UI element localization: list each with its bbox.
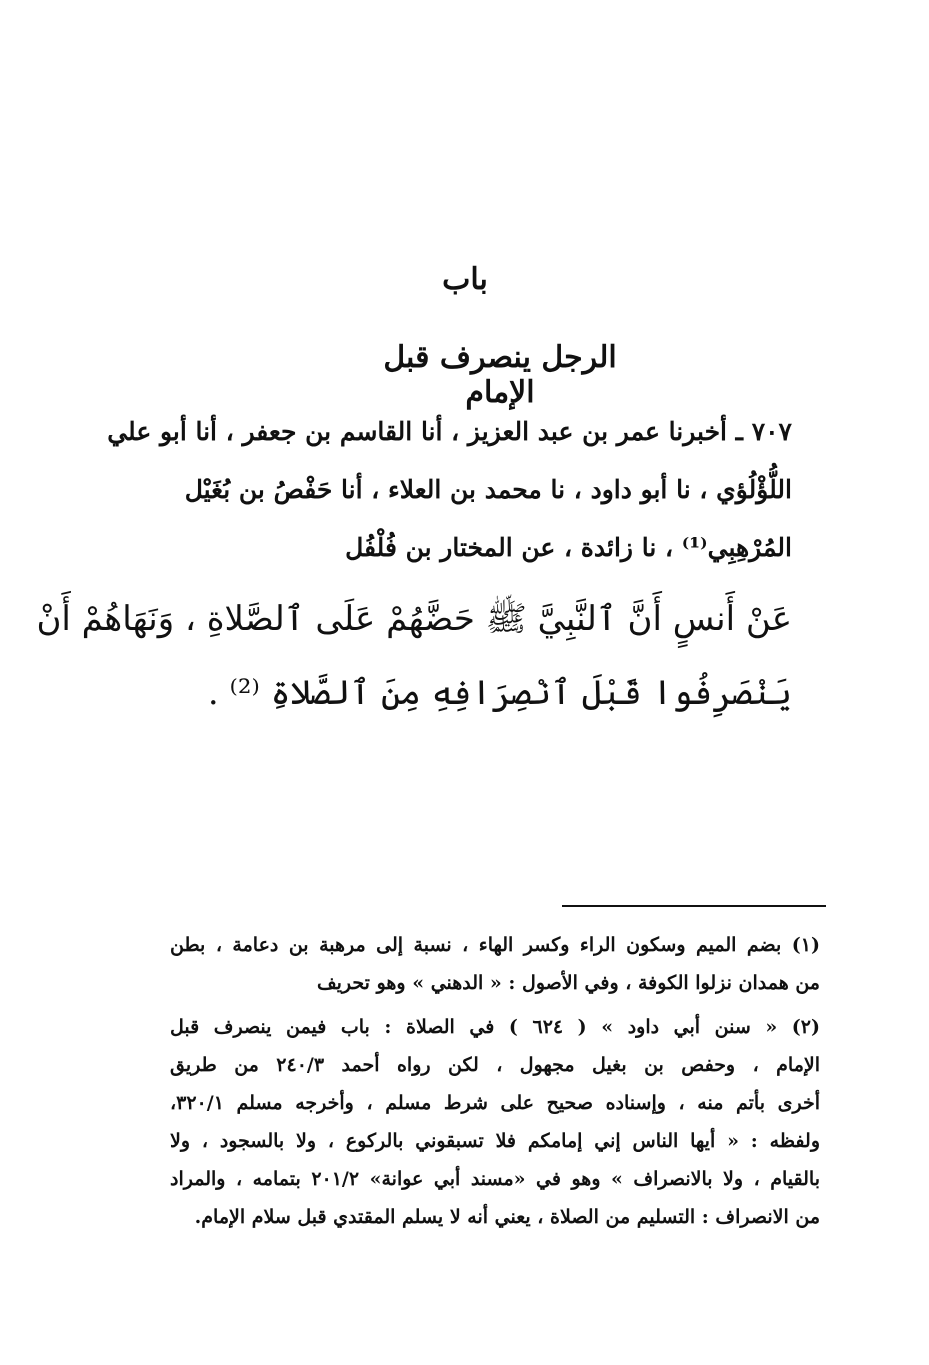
footnote-2-line-4: ولفظه : « أيها الناس إني إمامكم فلا تسبقوني بالركوع ، ولا بالسجود ، ولا [170, 1130, 820, 1152]
footnote-2-line-5: بالقيام ، ولا بالانصراف » وهو في «مسند أبي عوانة» ٢٠١/٢ بتمامه ، والمراد [170, 1168, 821, 1190]
hadith-text [36, 582, 792, 730]
footnotes [170, 926, 820, 1236]
isnad-line-3: المُرْهِبِي⁽¹⁾ ، نا زائدة ، عن المختار بن فُلْفُل [345, 533, 792, 562]
footnote-2-line-1: (٢) « سنن أبي داود » ( ٦٢٤ ) في الصلاة : باب فيمن ينصرف قبل [170, 1016, 820, 1038]
footnote-1 [170, 926, 820, 1002]
footnote-2-line-2: الإمام ، وحفص بن بغيل مجهول ، لكن رواه أحمد ٢٤٠/٣ من طريق [170, 1054, 820, 1076]
chapter-title: الرجل ينصرف قبل الإمام [383, 340, 617, 410]
isnad-paragraph [107, 403, 792, 577]
isnad-line-1: ٧٠٧ ـ أخبرنا عمر بن عبد العزيز ، أنا القاسم بن جعفر ، أنا أبو علي [107, 417, 792, 446]
hadith-line-2: يَنْصَرِفُوا قَبْلَ ٱنْصِرَافِهِ مِنَ ٱلصَّلاةِ ⁽²⁾ . [207, 673, 792, 713]
footnote-1-line-2: من همدان نزلوا الكوفة ، وفي الأصول : « الدهني » وهو تحريف [316, 972, 820, 994]
footnote-2-line-6: من الانصراف : التسليم من الصلاة ، يعني أنه لا يسلم المقتدي قبل سلام الإمام. [194, 1206, 820, 1228]
chapter-label: باب [442, 262, 488, 297]
footnote-divider [562, 905, 826, 907]
footnote-1-line-1: (١) بضم الميم وسكون الراء وكسر الهاء ، نسبة إلى مرهبة بن دعامة ، بطن [170, 934, 820, 956]
footnote-2-line-3: أخرى بأتم منه ، وإسناده صحيح على شرط مسلم ، وأخرجه مسلم ٣٢٠/١، [170, 1092, 820, 1114]
hadith-line-1: عَنْ أَنسٍ أَنَّ ٱلنَّبِيَّ ﷺ حَضَّهُمْ عَلَى ٱلصَّلاةِ ، وَنَهَاهُمْ أَنْ [36, 599, 792, 639]
footnote-2 [170, 1008, 820, 1236]
isnad-line-2: اللُّؤْلُؤي ، نا أبو داود ، نا محمد بن العلاء ، أنا حَفْصُ بن بُغَيْل [184, 475, 792, 504]
